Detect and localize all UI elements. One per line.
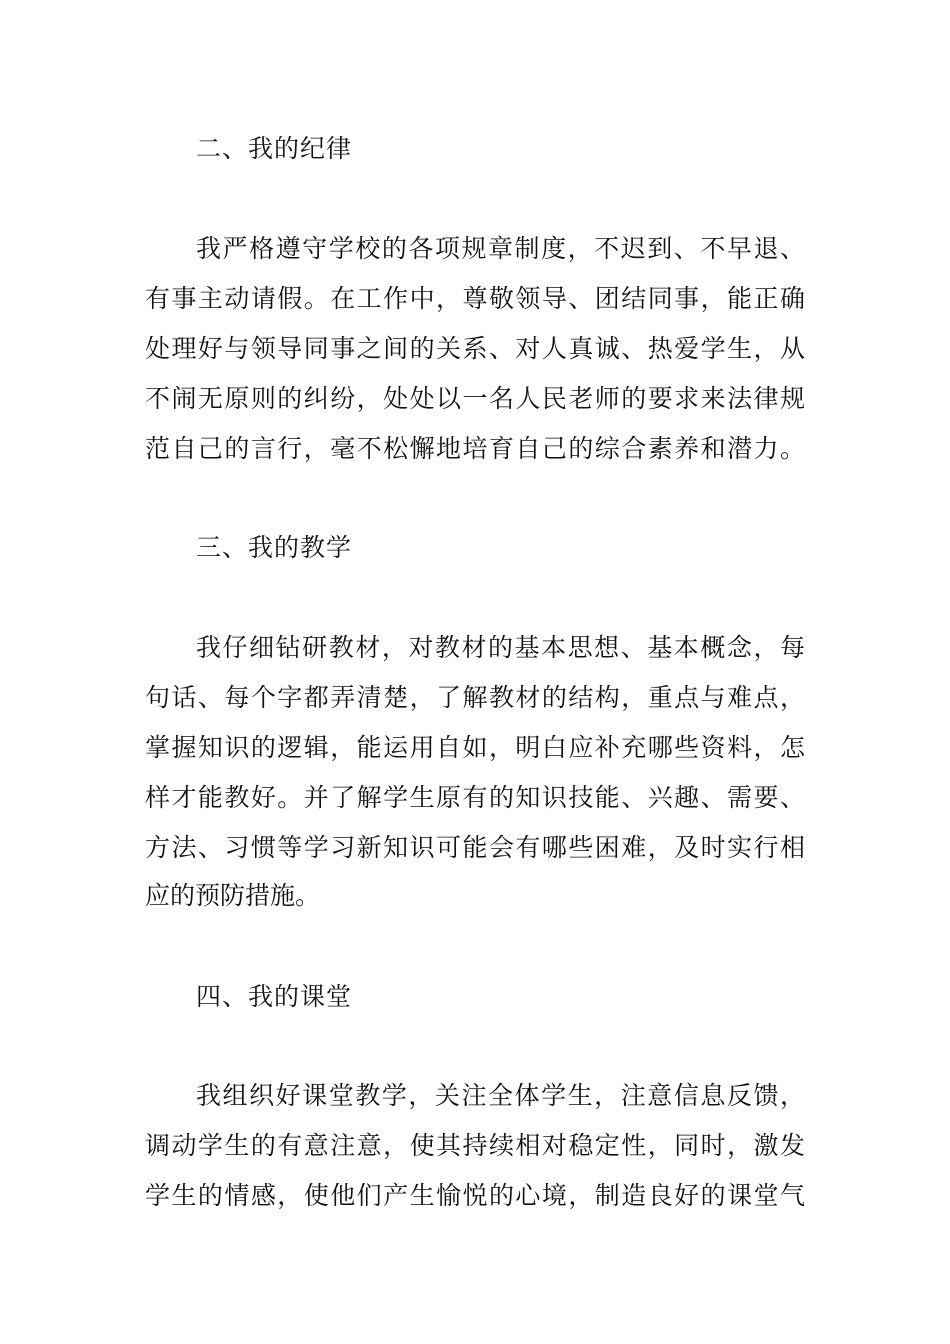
paragraph-line: 方法、习惯等学习新知识可能会有哪些困难，及时实行相 — [145, 833, 805, 862]
paragraph-line: 我组织好课堂教学，关注全体学生，注意信息反馈， — [196, 1081, 805, 1110]
paragraph-line: 样才能教好。并了解学生原有的知识技能、兴趣、需要、 — [145, 783, 805, 812]
paragraph-line: 处理好与领导同事之间的关系、对人真诚、热爱学生，从 — [145, 334, 805, 363]
paragraph-line: 学生的情感，使他们产生愉悦的心境，制造良好的课堂气 — [145, 1181, 805, 1210]
paragraph-line: 我严格遵守学校的各项规章制度，不迟到、不早退、 — [196, 234, 805, 263]
paragraph-line: 我仔细钻研教材，对教材的基本思想、基本概念，每 — [196, 633, 805, 662]
paragraph-line: 调动学生的有意注意，使其持续相对稳定性，同时，激发 — [145, 1131, 805, 1160]
section-heading-discipline: 二、我的纪律 — [196, 134, 353, 163]
paragraph-line: 句话、每个字都弄清楚，了解教材的结构，重点与难点， — [145, 683, 805, 712]
section-heading-teaching: 三、我的教学 — [196, 533, 353, 562]
paragraph-line: 范自己的言行，毫不松懈地培育自己的综合素养和潜力。 — [145, 434, 805, 463]
section-heading-classroom: 四、我的课堂 — [196, 982, 353, 1011]
paragraph-line: 应的预防措施。 — [145, 881, 321, 910]
paragraph-line: 有事主动请假。在工作中，尊敬领导、团结同事，能正确 — [145, 284, 805, 313]
paragraph-line: 掌握知识的逻辑，能运用自如，明白应补充哪些资料，怎 — [145, 733, 805, 762]
paragraph-line: 不闹无原则的纠纷，处处以一名人民老师的要求来法律规 — [145, 384, 805, 413]
